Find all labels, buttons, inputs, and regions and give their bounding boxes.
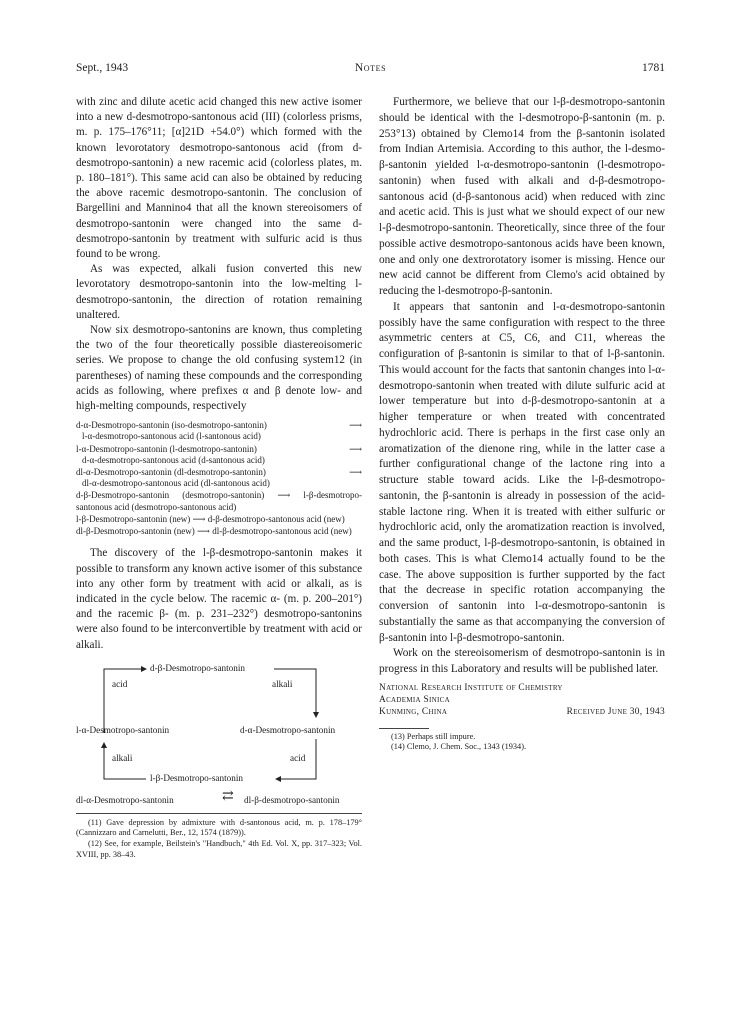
paragraph: Work on the stereoisomerism of desmotropo-santonin is in progress in this Laboratory and results will be published later.: [379, 647, 665, 675]
nomenclature-item: [76, 467, 362, 489]
cycle-label-acid: acid: [290, 752, 306, 763]
received-date: Received June 30, 1943: [566, 706, 665, 717]
cycle-label-alkali: alkali: [112, 752, 133, 763]
right-column: [379, 95, 665, 753]
cycle-top-compound: d-β-Desmotropo-santonin: [150, 662, 246, 673]
running-header: [0, 62, 741, 78]
nomenclature-item: [76, 444, 362, 466]
nomenclature-compound: dl-β-Desmotropo-santonin (new) ⟶ dl-β-desmotropo-santonous acid (new): [76, 526, 352, 537]
reaction-arrow: ⟶: [349, 443, 362, 454]
footnotes: [76, 813, 362, 860]
nomenclature-acid: l-α-desmotropo-santonous acid (l-santonous acid): [82, 431, 261, 442]
header-section-title: Notes: [354, 62, 387, 74]
footnotes: [379, 728, 665, 753]
conversion-cycle-diagram: [76, 661, 362, 807]
footnote: (14) Clemo, J. Chem. Soc., 1343 (1934).: [391, 742, 527, 752]
paragraph: Now six desmotropo-santonins are known, thus completing the two of the four theoretically possible diastereoisomeric series. We propose to change the old confusing system12 (in parentheses) of naming these compounds and the corresponding acids as following, where prefixes α and β denote low- and high-melting compounds, respectively: [76, 324, 362, 413]
paragraph: with zinc and dilute acetic acid changed this new active isomer into a new d-desmotropo-santonous acid (III) (colorless prisms, m. p. 175–176°11; [α]21D +54.0°) which formed with the known levorotatory desmotropo-santonous acid (from d-desmotropo-santonin) a new racemic acid (colorless plates, m. p. 180–181°). This same acid can also be obtained by reducing the above racemic desmotropo-santonin. The conclusion of Bargellini and Mannino4 that all the known stereoisomers of desmotropo-santonin were changed into the same d-desmotropo-santonin by treatment with sulfuric acid is thus found to be wrong.: [76, 96, 362, 261]
nomenclature-acid: dl-α-desmotropo-santonous acid (dl-santonous acid): [82, 478, 270, 489]
left-column: [76, 95, 362, 860]
cycle-label-acid: acid: [112, 678, 128, 689]
paragraph: As was expected, alkali fusion converted this new levorotatory desmotropo-santonin into the low-melting l-desmotropo-santonin, the direction of rotation remaining unaltered.: [76, 263, 362, 321]
paragraph: The discovery of the l-β-desmotropo-santonin makes it possible to transform any known active isomer of this substance into any other form by treatment with acid or alkali, as is indicated in the cycle below. The racemic α- (m. p. 200–201°) and the racemic β- (m. p. 231–232°) desmotropo-santonins were also found to be interconvertible by treatment with acid or alkali.: [76, 547, 362, 651]
nomenclature-compound: l-α-Desmotropo-santonin (l-desmotropo-santonin): [76, 443, 257, 454]
nomenclature-list: [76, 420, 362, 537]
affiliation-institute: National Research Institute of Chemistry: [379, 682, 563, 693]
footnote-rule: [379, 728, 429, 729]
reaction-arrow: ⟶: [349, 467, 362, 478]
nomenclature-compound: l-β-Desmotropo-santonin (new) ⟶ d-β-desmotropo-santonous acid (new): [76, 513, 345, 524]
footnote: (11) Gave depression by admixture with d-santonous acid, m. p. 178–179° (Cannizzaro and Carnelutti, Ber., 12, 1574 (1879)).: [76, 817, 362, 838]
nomenclature-compound: dl-α-Desmotropo-santonin (dl-desmotropo-santonin): [76, 467, 266, 478]
cycle-label-alkali: alkali: [272, 678, 293, 689]
nomenclature-acid: d-α-desmotropo-santonous acid (d-santonous acid): [82, 454, 265, 465]
affiliation-academy: Academia Sinica: [379, 694, 450, 705]
footnote: (12) See, for example, Beilstein's "Handbuch," 4th Ed. Vol. X, pp. 317–323; Vol. XVIII, pp. 38–43.: [76, 838, 362, 859]
header-page-number: 1781: [642, 62, 665, 74]
paragraph: It appears that santonin and l-α-desmotropo-santonin possibly have the same configuration with respect to the three asymmetric centers at C5, C6, and C11, whereas the configuration of β-santonin is similar to that of l-β-santonin. This would account for the facts that santonin changes into l-α-desmotropo-santonin when treated with dilute sulfuric acid at lower temperature but into d-β-desmotropo-santonin at a higher temperature or when treated with concentrated hydrochloric acid. There is perhaps in the first case only an aromatization of the dienone ring, while in the latter case a further configurational change of the lactone ring into a structure stable toward acids. Like the l-β-desmotropo-santonin, the β-santonin is already in possession of the acid-stable lactone ring. When it is treated with either sulfuric or hydrochloric acid, only the aromatization reaction is involved, and the same product, l-β-desmotropo-santonin, is obtained in both cases. This is what Clemo14 actually found to be the case. The above supposition is further supported by the fact that the decrease in specific rotation accompanying the conversion of santonin into l-α-desmotropo-santonin is substantially the same as that accompanying the conversion of β-santonin into l-β-desmotropo-santonin.: [379, 300, 665, 644]
nomenclature-item: [76, 514, 362, 525]
cycle-left-compound: l-α-Desmotropo-santonin: [76, 724, 170, 735]
nomenclature-compound: d-β-Desmotropo-santonin (desmotropo-santonin) ⟶ l-β-desmotropo-santonous acid (desmotropo-santonous acid): [76, 490, 362, 512]
header-date: Sept., 1943: [76, 62, 129, 74]
nomenclature-item: [76, 490, 362, 512]
footnote: (13) Perhaps still impure.: [391, 731, 476, 741]
nomenclature-compound: d-α-Desmotropo-santonin (iso-desmotropo-santonin): [76, 420, 267, 431]
nomenclature-item: [76, 420, 362, 442]
racemic-beta-compound: dl-β-desmotropo-santonin: [244, 794, 340, 805]
nomenclature-item: [76, 526, 362, 537]
affiliation-location: Kunming, China: [379, 706, 448, 717]
equilibrium-arrow: ⇄: [222, 788, 234, 804]
affiliation: [379, 682, 665, 718]
reaction-arrow: ⟶: [349, 420, 362, 431]
cycle-bottom-compound: l-β-Desmotropo-santonin: [150, 772, 243, 783]
cycle-right-compound: d-α-Desmotropo-santonin: [240, 724, 336, 735]
racemic-alpha-compound: dl-α-Desmotropo-santonin: [76, 794, 174, 805]
paragraph: Furthermore, we believe that our l-β-desmotropo-santonin should be identical with the l-desmotropo-β-santonin (m. p. 253°13) obtained by Clemo14 from the β-santonin isolated from Indian Artemisia. According to this author, the l-desmo-β-santonin yielded l-α-desmotropo-santonin (l-desmotropo-santonin) when fused with alkali and d-β-desmotropo-santonous acid (d-β-santonous acid) when reduced with zinc and acetic acid. This is just what we should expect of our new l-β-desmotropo-santonin. Theoretically, since three of the four possible active desmotropo-santonous acids have been known, one and only one dextrorotatory isomer is missing. Hence our new acid cannot be different from Clemo's acid obtained by reducing the l-desmotropo-β-santonin.: [379, 96, 665, 297]
